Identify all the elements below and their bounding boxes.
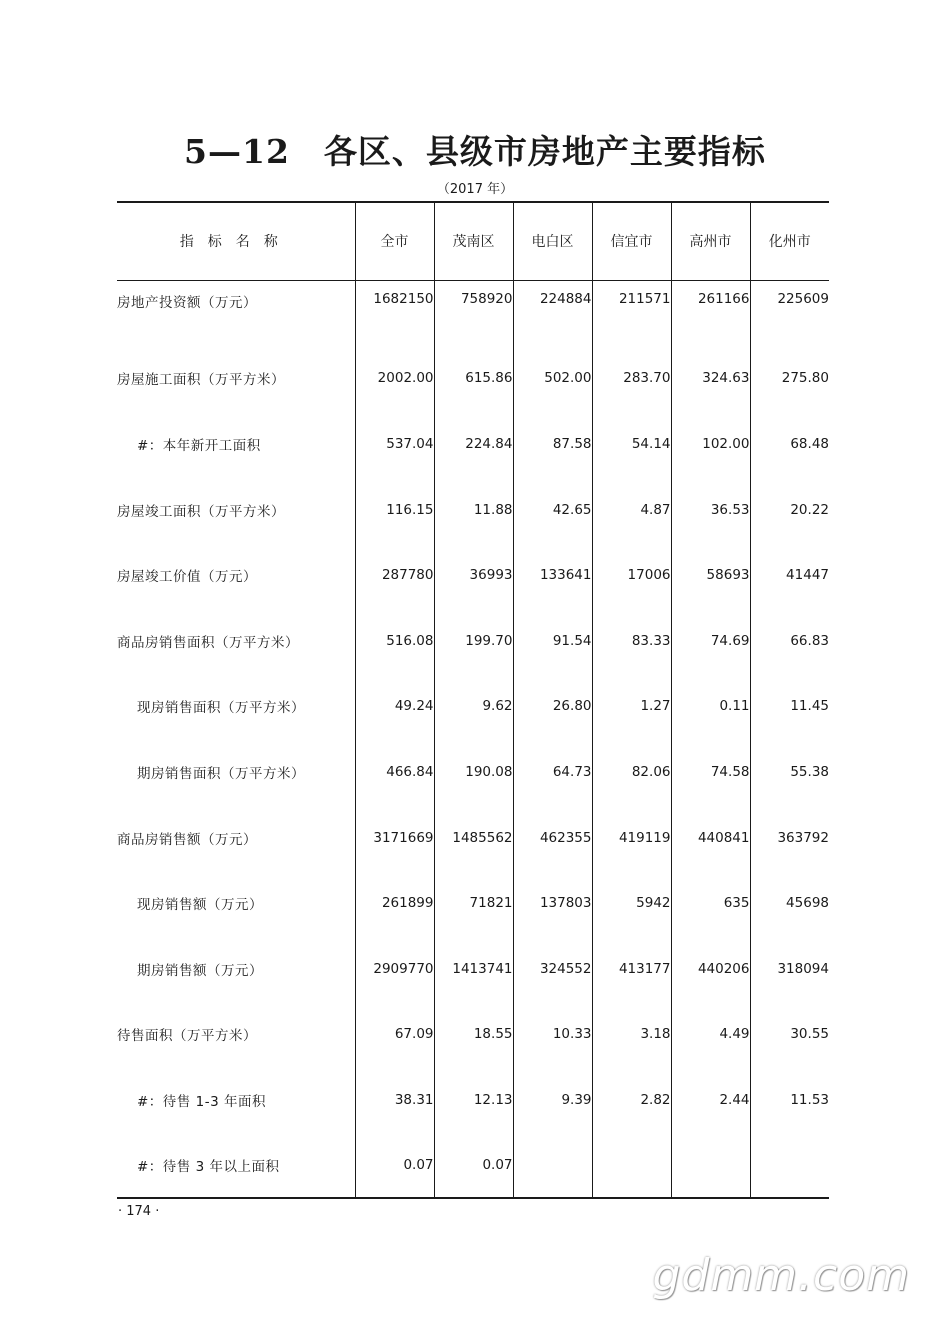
row-label: 期房销售面积（万平方米） bbox=[137, 765, 305, 782]
table-row bbox=[117, 411, 829, 477]
cell-value: 615.86 bbox=[434, 346, 513, 412]
table-row bbox=[117, 280, 829, 346]
cell-value: 11.88 bbox=[434, 477, 513, 543]
table-row bbox=[117, 346, 829, 412]
table-row bbox=[117, 739, 829, 805]
row-label: 房屋施工面积（万平方米） bbox=[117, 372, 285, 389]
cell-value: 137803 bbox=[513, 870, 592, 936]
cell-value: 87.58 bbox=[513, 411, 592, 477]
cell-value: 4.87 bbox=[592, 477, 671, 543]
cell-value: 363792 bbox=[750, 805, 829, 871]
page-title: 5—12 各区、县级市房地产主要指标 bbox=[184, 132, 766, 171]
cell-value: 0.11 bbox=[671, 674, 750, 740]
row-label: #：本年新开工面积 bbox=[137, 437, 261, 454]
cell-value: 225609 bbox=[750, 280, 829, 346]
cell-value: 440841 bbox=[671, 805, 750, 871]
cell-value: 224.84 bbox=[434, 411, 513, 477]
table-row bbox=[117, 1133, 829, 1199]
cell-value: 10.33 bbox=[513, 1002, 592, 1068]
row-label: 房地产投资额（万元） bbox=[117, 294, 257, 311]
cell-value: 1.27 bbox=[592, 674, 671, 740]
cell-value: 462355 bbox=[513, 805, 592, 871]
cell-value: 67.09 bbox=[355, 1002, 434, 1068]
cell-value: 2909770 bbox=[355, 936, 434, 1002]
cell-value: 68.48 bbox=[750, 411, 829, 477]
cell-value: 102.00 bbox=[671, 411, 750, 477]
table-row bbox=[117, 936, 829, 1002]
cell-value: 1485562 bbox=[434, 805, 513, 871]
cell-value: 2.82 bbox=[592, 1067, 671, 1133]
header-column: 信宜市 bbox=[592, 202, 671, 280]
cell-value: 224884 bbox=[513, 280, 592, 346]
cell-value: 1682150 bbox=[355, 280, 434, 346]
cell-value bbox=[750, 1133, 829, 1199]
cell-value: 41447 bbox=[750, 542, 829, 608]
cell-value: 9.62 bbox=[434, 674, 513, 740]
cell-value: 211571 bbox=[592, 280, 671, 346]
cell-value: 275.80 bbox=[750, 346, 829, 412]
cell-value: 38.31 bbox=[355, 1067, 434, 1133]
table-row bbox=[117, 542, 829, 608]
row-label: 待售面积（万平方米） bbox=[117, 1028, 257, 1045]
cell-value: 91.54 bbox=[513, 608, 592, 674]
cell-value: 17006 bbox=[592, 542, 671, 608]
cell-value: 324552 bbox=[513, 936, 592, 1002]
table-body bbox=[117, 280, 829, 1198]
cell-value: 82.06 bbox=[592, 739, 671, 805]
cell-value: 502.00 bbox=[513, 346, 592, 412]
row-label: 房屋竣工面积（万平方米） bbox=[117, 503, 285, 520]
cell-value: 18.55 bbox=[434, 1002, 513, 1068]
cell-value: 36.53 bbox=[671, 477, 750, 543]
cell-value: 1413741 bbox=[434, 936, 513, 1002]
cell-value bbox=[671, 1133, 750, 1199]
header-column: 化州市 bbox=[750, 202, 829, 280]
cell-value: 0.07 bbox=[434, 1133, 513, 1199]
page-number: · 174 · bbox=[118, 1204, 160, 1219]
row-label: 商品房销售面积（万平方米） bbox=[117, 634, 299, 651]
row-label: 房屋竣工价值（万元） bbox=[117, 569, 257, 586]
cell-value: 36993 bbox=[434, 542, 513, 608]
table-row bbox=[117, 870, 829, 936]
cell-value: 635 bbox=[671, 870, 750, 936]
row-label: 商品房销售额（万元） bbox=[117, 831, 257, 848]
header-indicator-name: 指标名称 bbox=[117, 202, 355, 280]
cell-value: 4.49 bbox=[671, 1002, 750, 1068]
cell-value: 54.14 bbox=[592, 411, 671, 477]
cell-value: 758920 bbox=[434, 280, 513, 346]
page-subtitle: （2017 年） bbox=[436, 182, 514, 197]
cell-value: 116.15 bbox=[355, 477, 434, 543]
cell-value bbox=[513, 1133, 592, 1199]
cell-value: 55.38 bbox=[750, 739, 829, 805]
cell-value: 45698 bbox=[750, 870, 829, 936]
table-row bbox=[117, 477, 829, 543]
row-label: 现房销售面积（万平方米） bbox=[137, 700, 305, 717]
cell-value: 440206 bbox=[671, 936, 750, 1002]
cell-value: 261899 bbox=[355, 870, 434, 936]
cell-value: 20.22 bbox=[750, 477, 829, 543]
table-row bbox=[117, 1002, 829, 1068]
cell-value: 283.70 bbox=[592, 346, 671, 412]
cell-value: 42.65 bbox=[513, 477, 592, 543]
table-row bbox=[117, 608, 829, 674]
row-label: #：待售 3 年以上面积 bbox=[117, 1133, 355, 1199]
cell-value: 3.18 bbox=[592, 1002, 671, 1068]
cell-value: 324.63 bbox=[671, 346, 750, 412]
cell-value: 12.13 bbox=[434, 1067, 513, 1133]
cell-value: 74.58 bbox=[671, 739, 750, 805]
row-label: #：待售 1-3 年面积 bbox=[137, 1093, 266, 1110]
cell-value: 537.04 bbox=[355, 411, 434, 477]
header-column: 全市 bbox=[355, 202, 434, 280]
cell-value: 190.08 bbox=[434, 739, 513, 805]
cell-value: 3171669 bbox=[355, 805, 434, 871]
cell-value: 26.80 bbox=[513, 674, 592, 740]
cell-value: 49.24 bbox=[355, 674, 434, 740]
table-row bbox=[117, 1067, 829, 1133]
cell-value: 261166 bbox=[671, 280, 750, 346]
cell-value: 318094 bbox=[750, 936, 829, 1002]
table-row bbox=[117, 674, 829, 740]
cell-value: 64.73 bbox=[513, 739, 592, 805]
table-header-row bbox=[117, 202, 829, 280]
cell-value: 74.69 bbox=[671, 608, 750, 674]
row-label: 期房销售额（万元） bbox=[137, 962, 263, 979]
cell-value: 11.45 bbox=[750, 674, 829, 740]
cell-value: 516.08 bbox=[355, 608, 434, 674]
row-label: 现房销售额（万元） bbox=[137, 897, 263, 914]
cell-value: 0.07 bbox=[355, 1133, 434, 1199]
cell-value: 413177 bbox=[592, 936, 671, 1002]
cell-value: 5942 bbox=[592, 870, 671, 936]
cell-value: 466.84 bbox=[355, 739, 434, 805]
header-column: 茂南区 bbox=[434, 202, 513, 280]
table-row bbox=[117, 805, 829, 871]
indicator-table bbox=[117, 201, 829, 1199]
header-column: 电白区 bbox=[513, 202, 592, 280]
cell-value: 287780 bbox=[355, 542, 434, 608]
cell-value: 58693 bbox=[671, 542, 750, 608]
cell-value: 83.33 bbox=[592, 608, 671, 674]
cell-value: 66.83 bbox=[750, 608, 829, 674]
header-column: 高州市 bbox=[671, 202, 750, 280]
cell-value: 11.53 bbox=[750, 1067, 829, 1133]
cell-value: 30.55 bbox=[750, 1002, 829, 1068]
cell-value: 133641 bbox=[513, 542, 592, 608]
site-watermark: gdmm.com bbox=[652, 1250, 910, 1301]
cell-value: 71821 bbox=[434, 870, 513, 936]
cell-value: 2.44 bbox=[671, 1067, 750, 1133]
cell-value bbox=[592, 1133, 671, 1199]
cell-value: 419119 bbox=[592, 805, 671, 871]
cell-value: 2002.00 bbox=[355, 346, 434, 412]
cell-value: 199.70 bbox=[434, 608, 513, 674]
cell-value: 9.39 bbox=[513, 1067, 592, 1133]
